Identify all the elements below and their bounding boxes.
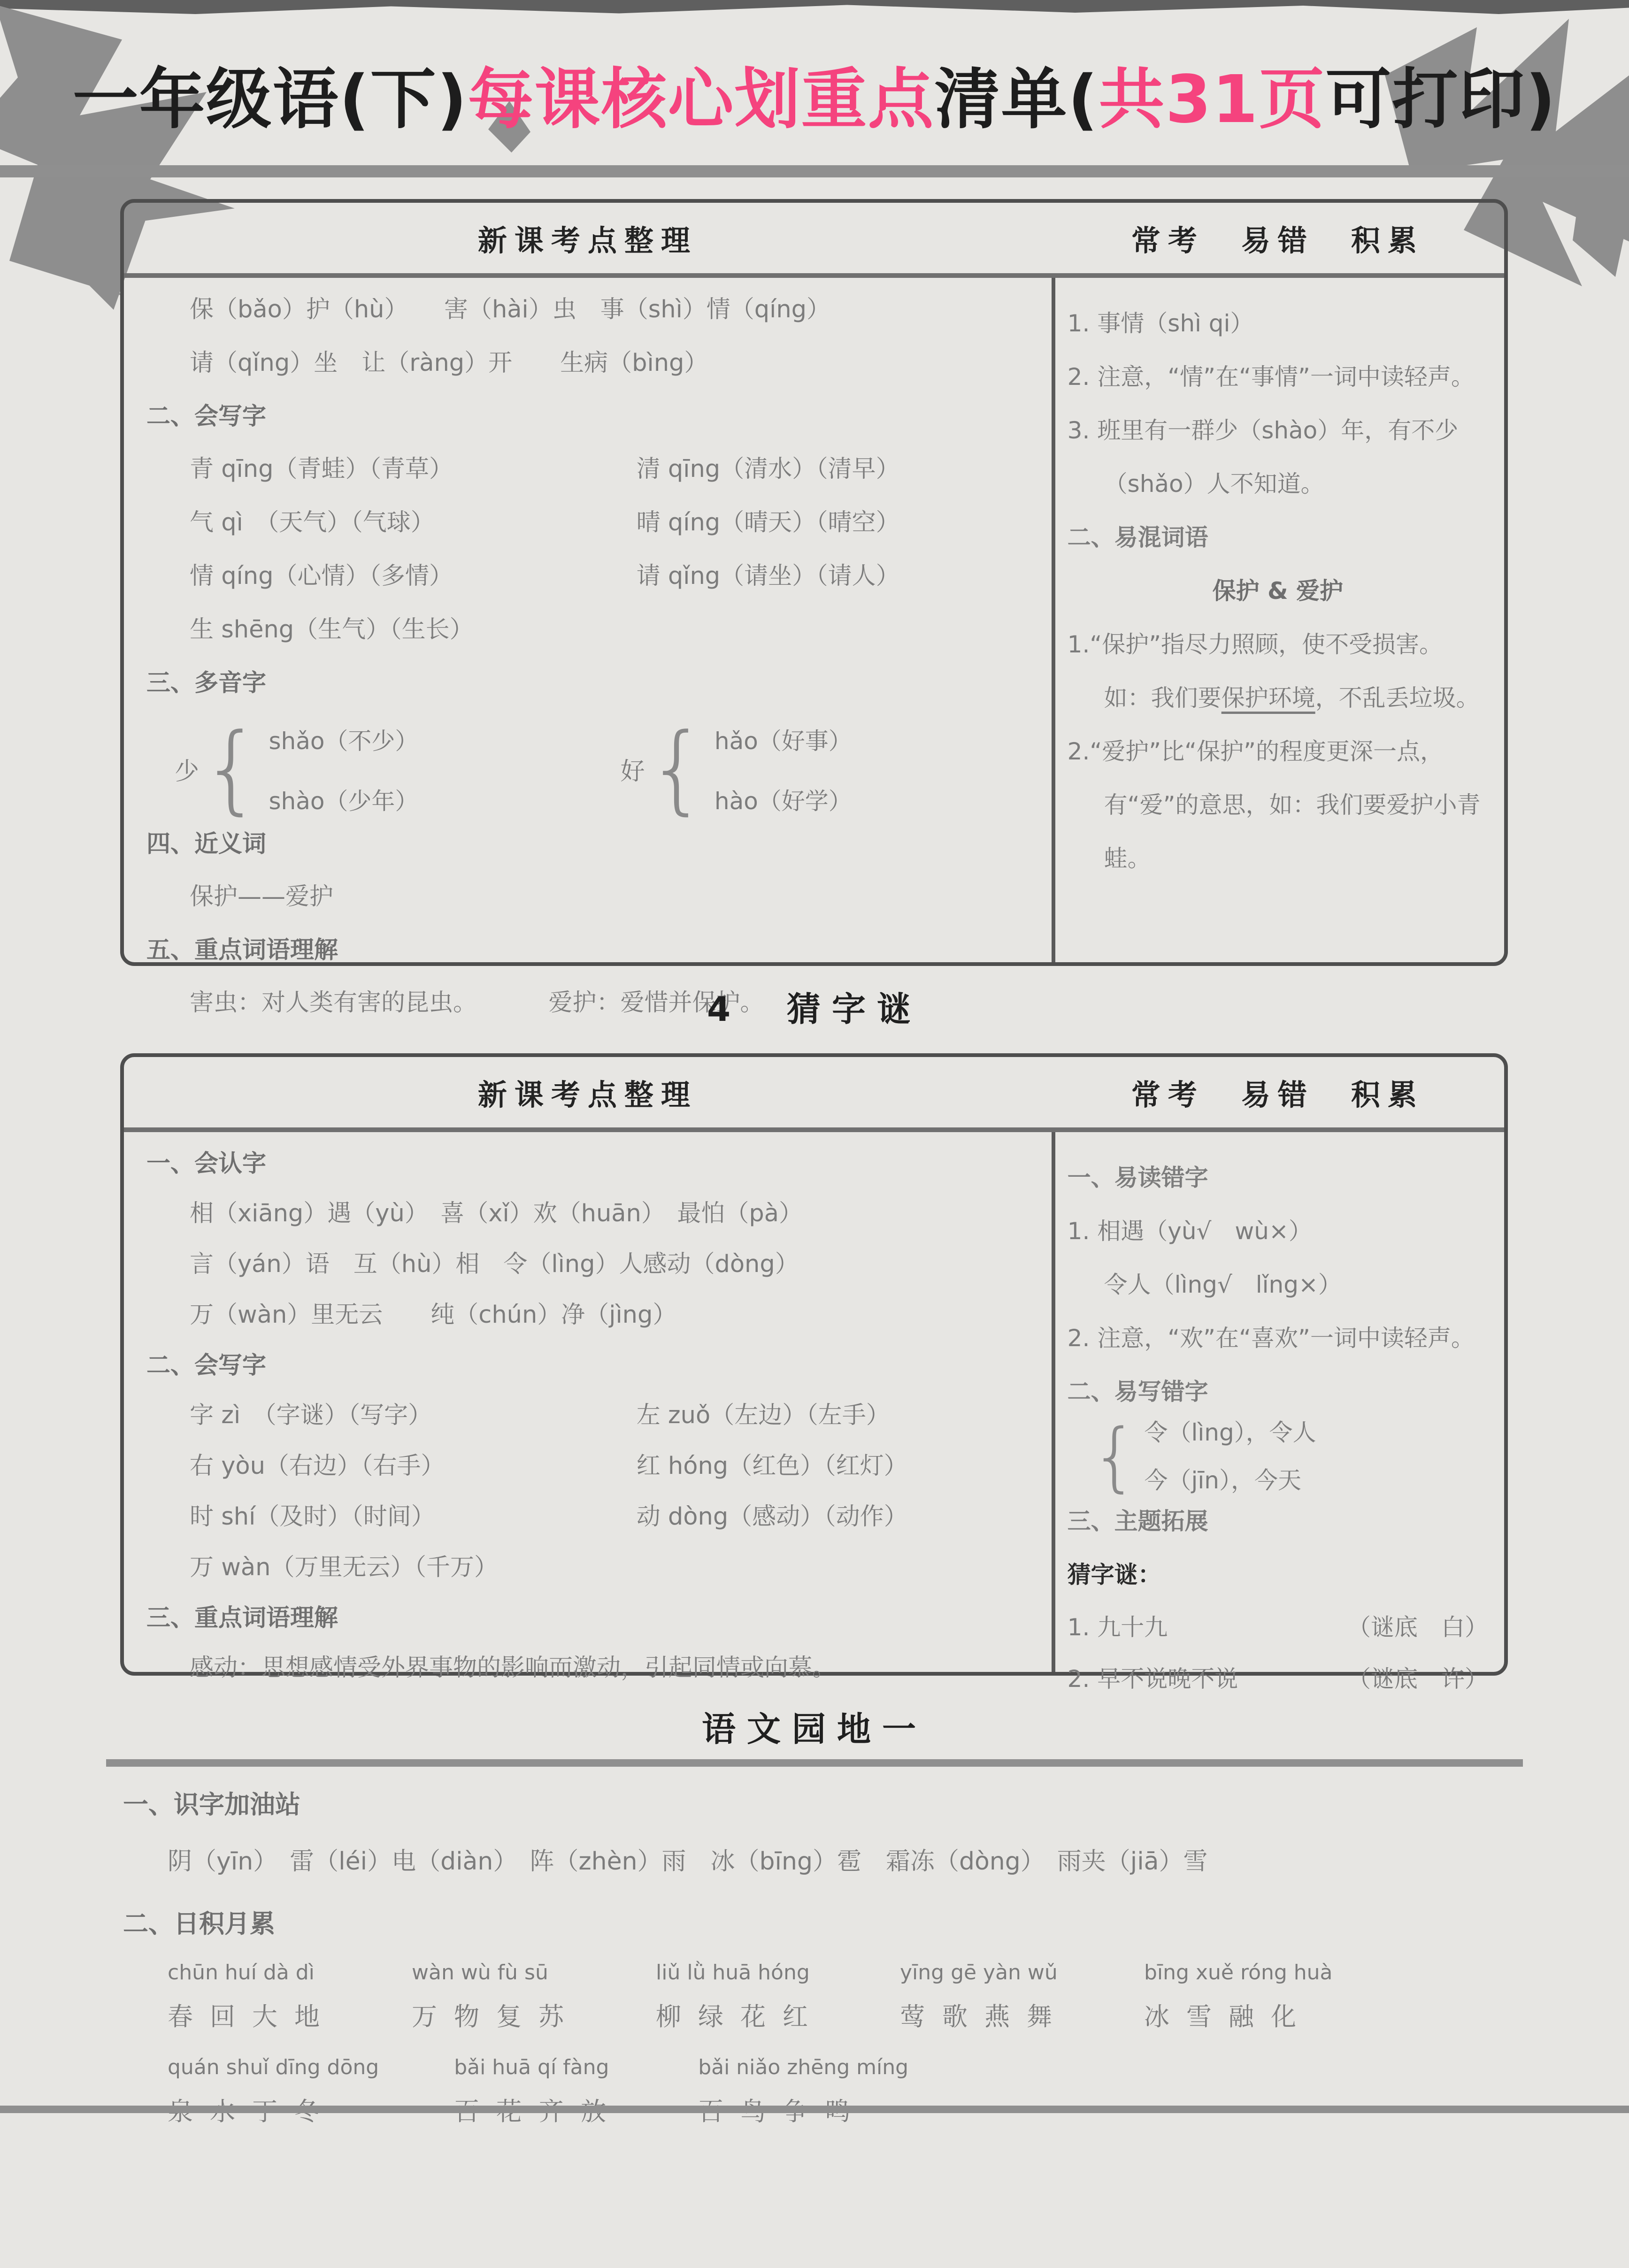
heading-huixiezi: 二、会写字	[146, 1352, 267, 1379]
duoyin-item	[620, 713, 852, 825]
shizi-words-line: 阴（yīn） 雷（léi）电（diàn） 阵（zhèn）雨 冰（bīng）雹 霜冻（dòng） 雨夹（jiā）雪	[168, 1847, 1208, 1876]
heading-yidu: 一、易读错字	[1067, 1164, 1208, 1191]
idiom-row	[168, 1961, 1508, 2033]
yixie-bracket-group	[1091, 1412, 1488, 1500]
idiom-group	[454, 2055, 623, 2128]
vs-text-underlined: 保护环境	[1221, 684, 1315, 712]
riddle-question: 2. 早不说晚不说	[1067, 1665, 1238, 1693]
yixie-line: 今（jīn），今天	[1144, 1467, 1301, 1494]
xiezi-row	[190, 1401, 1033, 1431]
xiezi-cell: 清 qīng（清水）（清早）	[636, 455, 900, 483]
idiom-pinyin: bǎi huā qí fàng	[454, 2055, 609, 2079]
duoyin-char: 少	[175, 758, 200, 786]
lesson4-summary-box	[120, 1053, 1508, 1693]
title-part-core: 每课核心划重点	[468, 61, 935, 138]
yuandi-title: 语文园地一	[701, 1709, 927, 1749]
idiom-word: 莺歌燕舞	[900, 2002, 1069, 2031]
idiom-group	[168, 2055, 379, 2128]
xiezi-cell: 右 yòu（右边）（右手）	[190, 1452, 445, 1480]
xiezi-cell: 左 zuǒ（左边）（左手）	[636, 1402, 890, 1429]
idiom-row	[168, 2055, 1508, 2128]
zhongdian-def: 爱护：爱惜并保护。	[548, 989, 764, 1017]
xiezi-cell: 万 wàn（万里无云）（千万）	[190, 1554, 498, 1581]
box2-header-right: 常考 易错 积累	[1131, 1077, 1424, 1112]
box1-header	[124, 203, 1504, 278]
xiezi-row	[190, 454, 1033, 484]
heading-zhuti: 三、主题拓展	[1067, 1508, 1208, 1535]
yidu-item: 2. 注意，“欢”在“喜欢”一词中读轻声。	[1067, 1325, 1475, 1352]
title-banner	[0, 0, 1629, 178]
renzi-line: 请（qǐng）坐 让（ràng）开 生病（bìng）	[190, 349, 708, 377]
duoyin-group	[175, 713, 1033, 825]
box2-left-column	[124, 1132, 1052, 1682]
idiom-group	[698, 2055, 908, 2128]
renzi-line: 相（xiāng）遇（yù） 喜（xǐ）欢（huān） 最怕（pà）	[190, 1200, 803, 1227]
heading-shizi: 一、识字加油站	[123, 1790, 300, 1819]
xiezi-cell: 气 qì （天气）（气球）	[190, 509, 435, 536]
lesson4-title: 4 猜字谜	[707, 989, 922, 1029]
riddle-question: 1. 九十九	[1067, 1614, 1168, 1641]
xiezi-row	[190, 1553, 1033, 1583]
brace-icon: {	[201, 713, 262, 825]
xiezi-row	[190, 1502, 1033, 1532]
xiezi-cell	[637, 615, 1033, 645]
duoyin-readings	[715, 722, 852, 816]
idiom-pinyin: bīng xuě róng huà	[1144, 1961, 1333, 1984]
idiom-group	[900, 1961, 1069, 2033]
box2-header	[124, 1057, 1504, 1132]
yidu-item: 令人（lìng√ lǐng×）	[1104, 1271, 1342, 1298]
idiom-group	[656, 1961, 825, 2033]
idiom-pinyin: wàn wù fù sū	[412, 1961, 548, 1984]
idiom-pinyin: yīng gē yàn wǔ	[900, 1961, 1058, 1984]
riddle-label: 猜字谜：	[1067, 1561, 1161, 1588]
brace-icon: {	[646, 713, 708, 825]
title-part-pages: 共31页	[1099, 61, 1326, 138]
xiezi-row	[190, 615, 1033, 645]
box2-right-column	[1052, 1132, 1504, 1693]
changkao-item: 3. 班里有一群少（shào）年，有不少（shǎo）人不知道。	[1067, 417, 1459, 498]
xiezi-cell: 生 shēng（生气）（生长）	[190, 616, 474, 644]
xiezi-row	[190, 508, 1033, 538]
zhongdian-line: 感动：思想感情受外界事物的影响而激动，引起同情或向慕。	[190, 1654, 837, 1682]
vs-text: 1.“保护”指尽力照顾，使不受损害。如：我们要	[1067, 631, 1443, 712]
idiom-pinyin: chūn huí dà dì	[168, 1961, 315, 1984]
heading-yihun: 二、易混词语	[1067, 524, 1208, 551]
title-part-grade: 一年级语(下)	[72, 61, 468, 138]
yidu-item: 1. 相遇（yù√ wù×）	[1067, 1218, 1312, 1245]
banner-divider-band	[0, 165, 1629, 177]
box2-body	[124, 1132, 1504, 1693]
duoyin-reading: shǎo（不少）	[269, 727, 419, 755]
riddle-answer: （谜底 白）	[1347, 1614, 1488, 1641]
idiom-word: 春回大地	[168, 2002, 337, 2031]
heading-duoyinzi: 三、多音字	[146, 669, 267, 697]
xiezi-cell: 情 qíng（心情）（多情）	[190, 562, 453, 590]
idiom-group	[412, 1961, 581, 2033]
heading-yixie: 二、易写错字	[1067, 1378, 1208, 1405]
yuandi-section	[123, 1785, 1508, 2150]
heading-zhongdian: 三、重点词语理解	[146, 1604, 338, 1632]
duoyin-char: 好	[620, 758, 645, 786]
section-divider-rule	[106, 1759, 1523, 1767]
duoyin-reading: hǎo（好事）	[714, 727, 852, 755]
xiezi-cell: 字 zì （字谜）（写字）	[190, 1402, 432, 1429]
heading-jinyici: 四、近义词	[146, 830, 267, 858]
vs-text: ，不乱丢垃圾。	[1315, 684, 1480, 712]
renzi-line: 言（yán）语 互（hù）相 令（lìng）人感动（dòng）	[190, 1250, 799, 1278]
vs-item: 2.“爱护”比“保护”的程度更深一点，有“爱”的意思，如：我们要爱护小青蛙。	[1067, 738, 1481, 872]
xiezi-cell: 青 qīng（青蛙）（青草）	[190, 455, 453, 483]
xiezi-row	[190, 561, 1033, 591]
duoyin-reading: hào（好学）	[714, 787, 852, 815]
grunge-top-strip	[0, 0, 1629, 14]
renzi-line: 保（bǎo）护（hù） 害（hài）虫 事（shì）情（qíng）	[190, 296, 831, 323]
zhongdian-def: 害虫：对人类有害的昆虫。	[190, 989, 477, 1017]
idiom-pinyin: bǎi niǎo zhēng míng	[698, 2055, 909, 2079]
xiezi-cell: 动 dòng（感动）（动作）	[636, 1503, 908, 1531]
renzi-line: 万（wàn）里无云 纯（chún）净（jìng）	[190, 1301, 677, 1329]
xiezi-cell: 时 shí（及时）（时间）	[190, 1503, 435, 1531]
vs-title: 保护 & 爱护	[1212, 577, 1344, 605]
idiom-word: 万物复苏	[412, 2002, 581, 2031]
box1-right-column	[1052, 278, 1504, 962]
xiezi-cell: 请 qǐng（请坐）（请人）	[636, 562, 900, 590]
duoyin-item	[175, 713, 419, 825]
page-title	[0, 47, 1629, 141]
idiom-pinyin: liǔ lǜ huā hóng	[656, 1961, 810, 1984]
yixie-line: 令（lìng），令人	[1144, 1419, 1316, 1446]
xiezi-cell	[637, 1553, 1033, 1583]
page-footer-rule	[0, 2106, 1629, 2113]
brace-icon: {	[1091, 1412, 1139, 1500]
box1-header-right: 常考 易错 积累	[1131, 223, 1424, 258]
yixie-pair	[1144, 1418, 1316, 1494]
title-part-print: 可打印)	[1325, 61, 1557, 138]
duoyin-reading: shào（少年）	[269, 787, 419, 815]
changkao-item: 2. 注意，“情”在“事情”一词中读轻声。	[1067, 363, 1475, 391]
riddle-item	[1068, 1601, 1488, 1653]
idiom-group	[168, 1961, 337, 2033]
heading-huixiezi: 二、会写字	[146, 403, 267, 430]
heading-riji: 二、日积月累	[123, 1909, 275, 1939]
idiom-group	[1144, 1961, 1333, 2033]
riddle-answer: （谜底 许）	[1347, 1665, 1488, 1693]
jinyici-pair: 保护——爱护	[190, 883, 334, 911]
duoyin-readings	[269, 722, 418, 816]
xiezi-cell: 晴 qíng（晴天）（晴空）	[636, 509, 900, 536]
title-part-list: 清单(	[934, 61, 1099, 138]
heading-zhongdian: 五、重点词语理解	[146, 936, 338, 964]
idiom-word: 冰雪融化	[1144, 2002, 1313, 2031]
changkao-item: 1. 事情（shì qi）	[1067, 310, 1254, 337]
idiom-pinyin: quán shuǐ dīng dōng	[168, 2055, 379, 2079]
box2-header-left: 新课考点整理	[477, 1077, 698, 1112]
heading-huirenzi: 一、会认字	[146, 1150, 267, 1178]
idiom-word: 柳绿花红	[656, 2002, 825, 2031]
riddle-item	[1068, 1653, 1488, 1705]
box1-header-left: 新课考点整理	[477, 223, 698, 258]
vs-item	[1068, 618, 1488, 725]
xiezi-row	[190, 1451, 1033, 1481]
xiezi-cell: 红 hóng（红色）（红灯）	[636, 1452, 908, 1480]
